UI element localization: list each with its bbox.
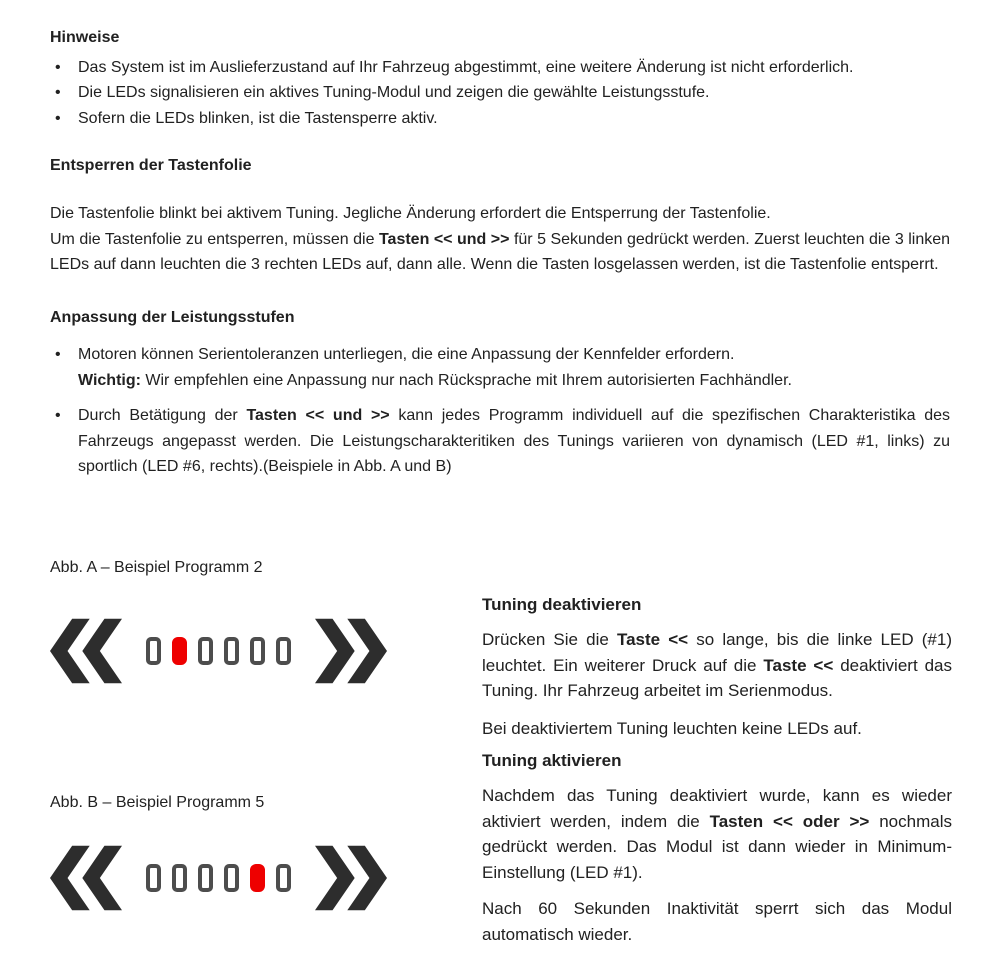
heading-tuning-aktivieren: Tuning aktivieren [482,751,622,770]
section-title-hinweise: Hinweise [50,29,120,46]
double-chevron-right-icon [315,843,387,913]
led-1 [146,864,161,892]
figure-b-graphic [50,843,480,913]
right-column [482,595,952,947]
list-item: • Durch Betätigung der Tasten << und >> kann jedes Programm individuell auf die spezifischen Charakteristika des Fahrzeugs angepasst werden. Die Leistungscharakteritiken des Tunings variieren von dynamisch (LED #1, links) zu sportlich (LED #6, rechts).(Beispiele in Abb. A und B) [50,403,950,479]
section-title-anpassung: Anpassung der Leistungsstufen [50,309,295,327]
double-chevron-left-icon [50,616,122,686]
section-entsperren [50,156,950,277]
anpassung-bullet-list [50,342,950,479]
led-4 [224,864,239,892]
figure-a-graphic [50,616,480,686]
tuning-deaktivieren-note: Bei deaktiviertem Tuning leuchten keine LEDs auf. [482,718,862,738]
main-column [50,28,950,479]
double-chevron-right-icon [315,616,387,686]
list-item: • Sofern die LEDs blinken, ist die Tastensperre aktiv. [50,106,950,131]
hinweise-bullet-list [50,55,950,131]
led-3 [198,864,213,892]
led-4 [224,637,239,665]
double-chevron-left-icon [50,843,122,913]
list-item: • Das System ist im Auslieferzustand auf Ihr Fahrzeug abgestimmt, eine weitere Änderung ist nicht erforderlich. [50,55,950,80]
led-2-active [172,637,187,665]
figure-column [50,558,480,913]
led-6 [276,864,291,892]
tuning-deaktivieren-paragraph: Drücken Sie die Taste << so lange, bis die linke LED (#1) leuchtet. Ein weiterer Druck auf die Taste << deaktiviert das Tuning. Ihr Fahrzeug arbeitet im Serienmodus. [482,630,952,700]
figure-b-caption: Abb. B – Beispiel Programm 5 [50,794,265,811]
led-6 [276,637,291,665]
tuning-aktivieren-paragraph: Nachdem das Tuning deaktiviert wurde, kann es wieder aktiviert werden, indem die Tasten << oder >> nochmals gedrückt werden. Das Modul ist dann wieder in Minimum-Einstellung (LED #1). [482,786,952,882]
list-item: • Motoren können Serientoleranzen unterliegen, die eine Anpassung der Kennfelder erfordern. Wichtig: Wir empfehlen eine Anpassung nur nach Rücksprache mit Ihrem autorisierten Fachhändler. [50,342,950,393]
heading-tuning-deaktivieren: Tuning deaktivieren [482,595,642,614]
tuning-aktivieren-note: Nach 60 Sekunden Inaktivität sperrt sich das Modul automatisch wieder. [482,899,952,944]
led-strip-figure-b [146,864,291,892]
led-2 [172,864,187,892]
section-title-entsperren: Entsperren der Tastenfolie [50,157,252,175]
section-hinweise [50,28,950,131]
led-5-active [250,864,265,892]
led-1 [146,637,161,665]
list-item: • Die LEDs signalisieren ein aktives Tuning-Modul und zeigen die gewählte Leistungsstufe. [50,80,950,105]
section-anpassung [50,308,950,479]
figure-a-caption: Abb. A – Beispiel Programm 2 [50,559,263,576]
led-strip-figure-a [146,637,291,665]
led-3 [198,637,213,665]
led-5 [250,637,265,665]
entsperren-paragraph: Die Tastenfolie blinkt bei aktivem Tuning. Jegliche Änderung erfordert die Entsperrung der Tastenfolie. Um die Tastenfolie zu entsperren, müssen die Tasten << und >> für 5 Sekunden gedrückt werden. Zuerst leuchten die 3 linken LEDs auf dann leuchten die 3 rechten LEDs auf, dann alle. Wenn die Tasten losgelassen werden, ist die Tastenfolie entsperrt. [50,205,951,274]
